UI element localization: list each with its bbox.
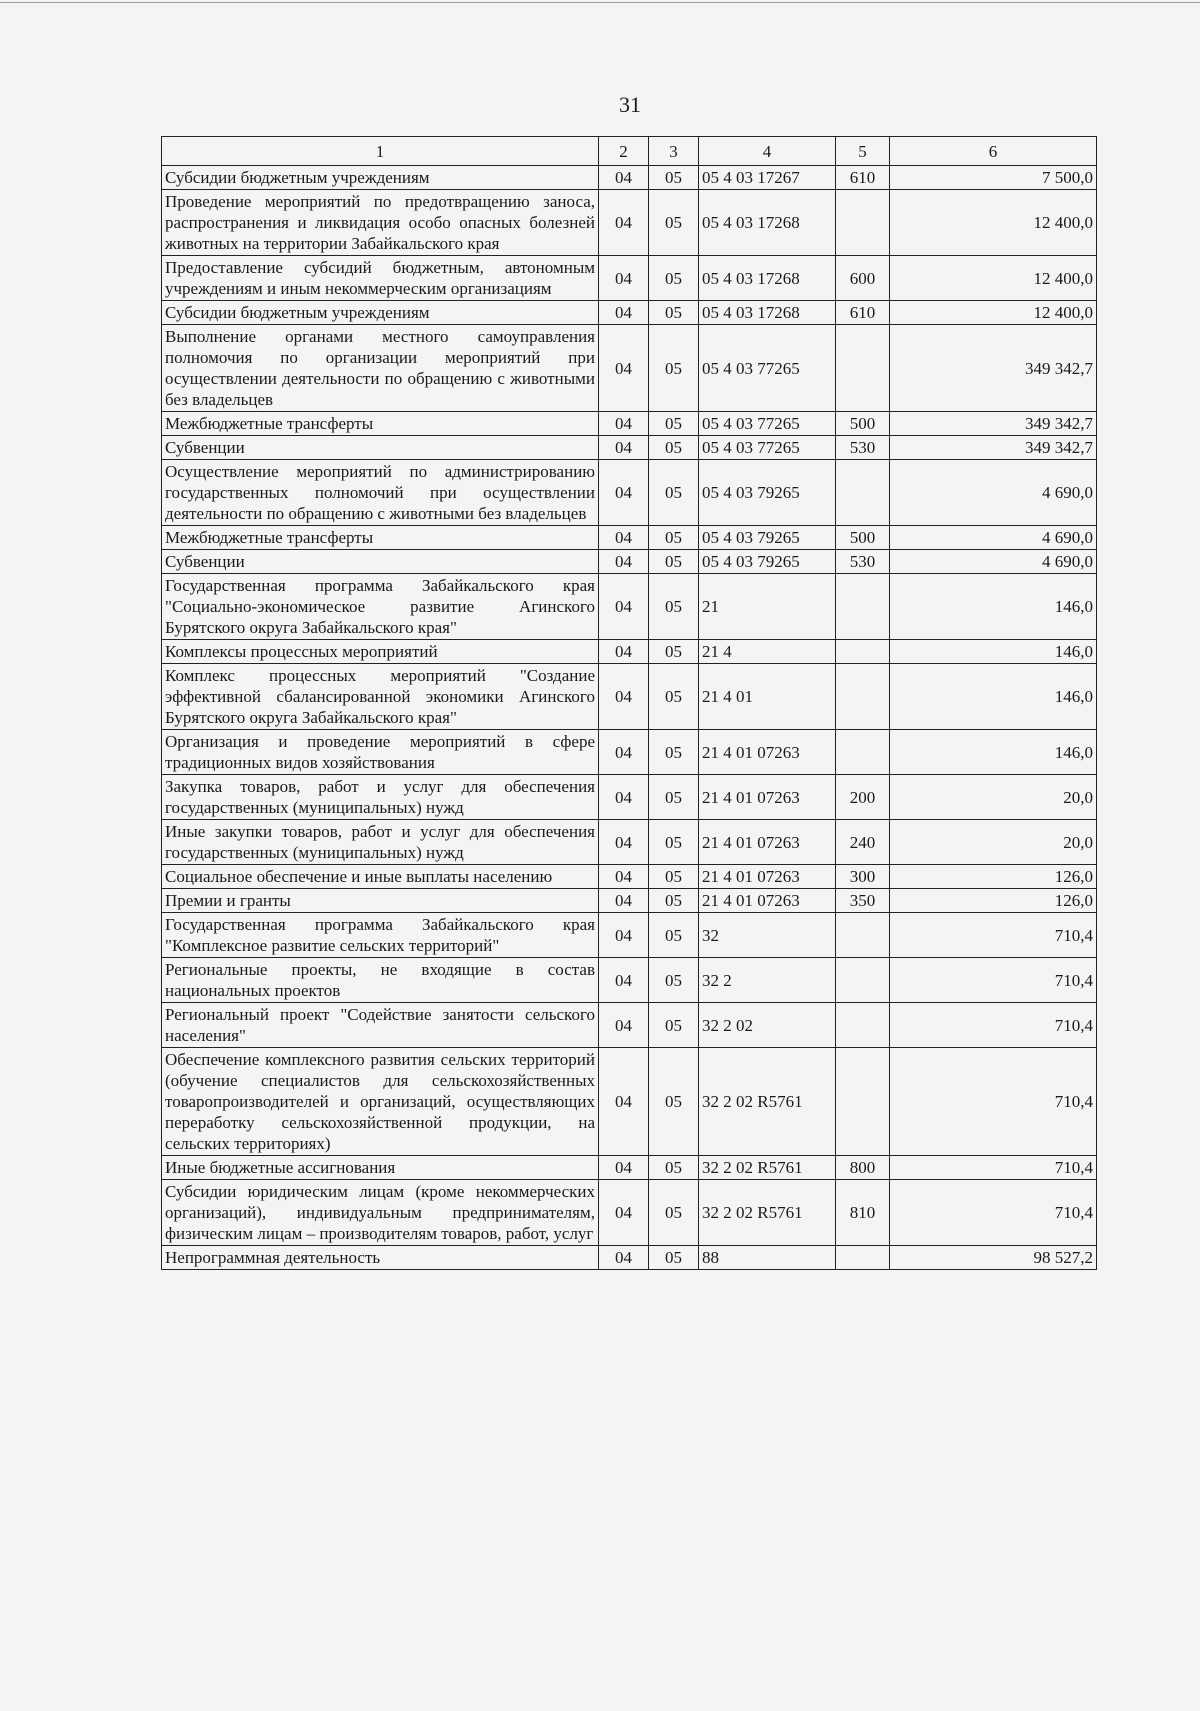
row-name-cell: Организация и проведение мероприятий в сфере традиционных видов хозяйствования — [162, 730, 599, 775]
row-section-cell: 04 — [599, 526, 649, 550]
row-amount-cell: 4 690,0 — [890, 460, 1097, 526]
row-amount-cell: 349 342,7 — [890, 325, 1097, 412]
row-subsection-cell: 05 — [649, 865, 699, 889]
row-section-cell: 04 — [599, 820, 649, 865]
row-name-cell: Межбюджетные трансферты — [162, 526, 599, 550]
row-amount-cell: 126,0 — [890, 889, 1097, 913]
header-col-5: 5 — [836, 137, 890, 166]
row-target-article-cell: 05 4 03 79265 — [699, 526, 836, 550]
row-amount-cell: 710,4 — [890, 1180, 1097, 1246]
row-target-article-cell: 05 4 03 77265 — [699, 412, 836, 436]
row-expense-type-cell: 500 — [836, 526, 890, 550]
row-section-cell: 04 — [599, 1156, 649, 1180]
row-name-cell: Социальное обеспечение и иные выплаты населению — [162, 865, 599, 889]
row-section-cell: 04 — [599, 436, 649, 460]
row-subsection-cell: 05 — [649, 1246, 699, 1270]
row-amount-cell: 126,0 — [890, 865, 1097, 889]
row-expense-type-cell: 610 — [836, 166, 890, 190]
table-row — [162, 574, 1097, 640]
row-target-article-cell: 21 4 01 07263 — [699, 889, 836, 913]
row-expense-type-cell — [836, 1246, 890, 1270]
row-expense-type-cell — [836, 574, 890, 640]
table-row — [162, 1048, 1097, 1156]
row-name-cell: Субвенции — [162, 550, 599, 574]
row-target-article-cell: 05 4 03 77265 — [699, 436, 836, 460]
table-row — [162, 640, 1097, 664]
row-name-cell: Региональный проект "Содействие занятости сельского населения" — [162, 1003, 599, 1048]
row-section-cell: 04 — [599, 325, 649, 412]
row-target-article-cell: 32 2 02 R5761 — [699, 1048, 836, 1156]
row-target-article-cell: 05 4 03 79265 — [699, 550, 836, 574]
row-target-article-cell: 21 4 01 07263 — [699, 820, 836, 865]
row-section-cell: 04 — [599, 412, 649, 436]
table-row — [162, 1003, 1097, 1048]
table-row — [162, 889, 1097, 913]
row-target-article-cell: 21 — [699, 574, 836, 640]
row-section-cell: 04 — [599, 1048, 649, 1156]
row-target-article-cell: 21 4 01 07263 — [699, 730, 836, 775]
row-section-cell: 04 — [599, 1003, 649, 1048]
row-section-cell: 04 — [599, 730, 649, 775]
row-section-cell: 04 — [599, 550, 649, 574]
row-expense-type-cell: 810 — [836, 1180, 890, 1246]
row-name-cell: Осуществление мероприятий по администрированию государственных полномочий при осуществлении деятельности по обращению с животными без владельцев — [162, 460, 599, 526]
table-row — [162, 301, 1097, 325]
table-row — [162, 820, 1097, 865]
row-name-cell: Комплекс процессных мероприятий "Создание эффективной сбалансированной экономики Агинского Бурятского округа Забайкальского края" — [162, 664, 599, 730]
row-subsection-cell: 05 — [649, 301, 699, 325]
row-target-article-cell: 05 4 03 17268 — [699, 256, 836, 301]
row-amount-cell: 146,0 — [890, 574, 1097, 640]
row-target-article-cell: 32 2 02 R5761 — [699, 1180, 836, 1246]
row-section-cell: 04 — [599, 775, 649, 820]
row-amount-cell: 4 690,0 — [890, 526, 1097, 550]
table-row — [162, 730, 1097, 775]
row-subsection-cell: 05 — [649, 436, 699, 460]
row-section-cell: 04 — [599, 913, 649, 958]
row-name-cell: Субсидии бюджетным учреждениям — [162, 166, 599, 190]
row-name-cell: Государственная программа Забайкальского края "Социально-экономическое развитие Агинского Бурятского округа Забайкальского края" — [162, 574, 599, 640]
row-expense-type-cell — [836, 664, 890, 730]
row-amount-cell: 146,0 — [890, 664, 1097, 730]
row-expense-type-cell — [836, 460, 890, 526]
row-expense-type-cell: 350 — [836, 889, 890, 913]
row-target-article-cell: 32 2 — [699, 958, 836, 1003]
page-number: 31 — [619, 92, 641, 117]
row-name-cell: Предоставление субсидий бюджетным, автономным учреждениям и иным некоммерческим организациям — [162, 256, 599, 301]
table-row — [162, 913, 1097, 958]
row-section-cell: 04 — [599, 1180, 649, 1246]
table-row — [162, 1246, 1097, 1270]
table-row — [162, 1180, 1097, 1246]
row-expense-type-cell: 200 — [836, 775, 890, 820]
header-col-1: 1 — [162, 137, 599, 166]
row-subsection-cell: 05 — [649, 526, 699, 550]
row-amount-cell: 4 690,0 — [890, 550, 1097, 574]
row-target-article-cell: 32 — [699, 913, 836, 958]
row-amount-cell: 710,4 — [890, 913, 1097, 958]
row-target-article-cell: 32 2 02 — [699, 1003, 836, 1048]
row-expense-type-cell: 610 — [836, 301, 890, 325]
row-subsection-cell: 05 — [649, 1156, 699, 1180]
row-subsection-cell: 05 — [649, 574, 699, 640]
row-amount-cell: 98 527,2 — [890, 1246, 1097, 1270]
row-amount-cell: 710,4 — [890, 958, 1097, 1003]
row-target-article-cell: 05 4 03 17267 — [699, 166, 836, 190]
row-expense-type-cell: 530 — [836, 436, 890, 460]
row-subsection-cell: 05 — [649, 958, 699, 1003]
row-name-cell: Премии и гранты — [162, 889, 599, 913]
table-row — [162, 958, 1097, 1003]
row-name-cell: Субсидии бюджетным учреждениям — [162, 301, 599, 325]
table-row — [162, 412, 1097, 436]
row-subsection-cell: 05 — [649, 412, 699, 436]
table-row — [162, 550, 1097, 574]
row-expense-type-cell: 800 — [836, 1156, 890, 1180]
row-subsection-cell: 05 — [649, 190, 699, 256]
row-subsection-cell: 05 — [649, 1048, 699, 1156]
table-row — [162, 865, 1097, 889]
row-amount-cell: 710,4 — [890, 1156, 1097, 1180]
row-section-cell: 04 — [599, 301, 649, 325]
header-col-2: 2 — [599, 137, 649, 166]
row-target-article-cell: 32 2 02 R5761 — [699, 1156, 836, 1180]
row-target-article-cell: 21 4 01 — [699, 664, 836, 730]
row-amount-cell: 710,4 — [890, 1048, 1097, 1156]
row-amount-cell: 20,0 — [890, 775, 1097, 820]
row-subsection-cell: 05 — [649, 1180, 699, 1246]
row-expense-type-cell: 300 — [836, 865, 890, 889]
row-subsection-cell: 05 — [649, 664, 699, 730]
row-expense-type-cell — [836, 730, 890, 775]
row-section-cell: 04 — [599, 460, 649, 526]
row-amount-cell: 710,4 — [890, 1003, 1097, 1048]
row-amount-cell: 349 342,7 — [890, 436, 1097, 460]
row-target-article-cell: 88 — [699, 1246, 836, 1270]
row-section-cell: 04 — [599, 1246, 649, 1270]
row-amount-cell: 12 400,0 — [890, 301, 1097, 325]
header-row — [162, 137, 1097, 166]
table-row — [162, 436, 1097, 460]
row-target-article-cell: 05 4 03 77265 — [699, 325, 836, 412]
row-name-cell: Обеспечение комплексного развития сельских территорий (обучение специалистов для сельскохозяйственных товаропроизводителей и организаций, осуществляющих переработку сельскохозяйственной продукции, на сельских территориях) — [162, 1048, 599, 1156]
row-expense-type-cell: 530 — [836, 550, 890, 574]
row-expense-type-cell: 600 — [836, 256, 890, 301]
header-col-3: 3 — [649, 137, 699, 166]
row-name-cell: Непрограммная деятельность — [162, 1246, 599, 1270]
table-row — [162, 190, 1097, 256]
row-subsection-cell: 05 — [649, 256, 699, 301]
row-amount-cell: 146,0 — [890, 730, 1097, 775]
row-section-cell: 04 — [599, 889, 649, 913]
row-section-cell: 04 — [599, 640, 649, 664]
row-amount-cell: 349 342,7 — [890, 412, 1097, 436]
row-amount-cell: 12 400,0 — [890, 190, 1097, 256]
row-target-article-cell: 05 4 03 17268 — [699, 190, 836, 256]
row-subsection-cell: 05 — [649, 550, 699, 574]
row-subsection-cell: 05 — [649, 820, 699, 865]
row-subsection-cell: 05 — [649, 640, 699, 664]
row-target-article-cell: 21 4 01 07263 — [699, 865, 836, 889]
row-expense-type-cell — [836, 1003, 890, 1048]
header-col-6: 6 — [890, 137, 1097, 166]
row-subsection-cell: 05 — [649, 460, 699, 526]
table-row — [162, 256, 1097, 301]
page-top-edge-line — [0, 2, 1200, 3]
row-expense-type-cell — [836, 1048, 890, 1156]
row-section-cell: 04 — [599, 574, 649, 640]
table-row — [162, 325, 1097, 412]
row-name-cell: Закупка товаров, работ и услуг для обеспечения государственных (муниципальных) нужд — [162, 775, 599, 820]
row-name-cell: Иные бюджетные ассигнования — [162, 1156, 599, 1180]
row-name-cell: Региональные проекты, не входящие в состав национальных проектов — [162, 958, 599, 1003]
row-name-cell: Государственная программа Забайкальского края "Комплексное развитие сельских территорий" — [162, 913, 599, 958]
row-section-cell: 04 — [599, 256, 649, 301]
row-expense-type-cell — [836, 325, 890, 412]
row-subsection-cell: 05 — [649, 913, 699, 958]
row-amount-cell: 12 400,0 — [890, 256, 1097, 301]
row-name-cell: Иные закупки товаров, работ и услуг для обеспечения государственных (муниципальных) нужд — [162, 820, 599, 865]
row-section-cell: 04 — [599, 958, 649, 1003]
table-row — [162, 664, 1097, 730]
row-name-cell: Выполнение органами местного самоуправления полномочия по организации мероприятий при осуществлении деятельности по обращению с животными без владельцев — [162, 325, 599, 412]
row-name-cell: Межбюджетные трансферты — [162, 412, 599, 436]
row-expense-type-cell — [836, 958, 890, 1003]
row-expense-type-cell — [836, 913, 890, 958]
table-row — [162, 1156, 1097, 1180]
table-row — [162, 166, 1097, 190]
row-subsection-cell: 05 — [649, 1003, 699, 1048]
table-row — [162, 526, 1097, 550]
row-target-article-cell: 21 4 01 07263 — [699, 775, 836, 820]
row-name-cell: Комплексы процессных мероприятий — [162, 640, 599, 664]
row-section-cell: 04 — [599, 190, 649, 256]
row-name-cell: Субсидии юридическим лицам (кроме некоммерческих организаций), индивидуальным предпринимателям, физическим лицам – производителям товаров, работ, услуг — [162, 1180, 599, 1246]
table-row — [162, 460, 1097, 526]
budget-table-header — [162, 137, 1097, 166]
header-col-4: 4 — [699, 137, 836, 166]
row-amount-cell: 146,0 — [890, 640, 1097, 664]
row-expense-type-cell: 500 — [836, 412, 890, 436]
row-name-cell: Субвенции — [162, 436, 599, 460]
row-expense-type-cell: 240 — [836, 820, 890, 865]
table-row — [162, 775, 1097, 820]
row-amount-cell: 7 500,0 — [890, 166, 1097, 190]
row-subsection-cell: 05 — [649, 889, 699, 913]
row-expense-type-cell — [836, 640, 890, 664]
row-subsection-cell: 05 — [649, 730, 699, 775]
row-target-article-cell: 05 4 03 79265 — [699, 460, 836, 526]
row-expense-type-cell — [836, 190, 890, 256]
row-target-article-cell: 21 4 — [699, 640, 836, 664]
row-target-article-cell: 05 4 03 17268 — [699, 301, 836, 325]
row-section-cell: 04 — [599, 664, 649, 730]
row-name-cell: Проведение мероприятий по предотвращению заноса, распространения и ликвидация особо опасных болезней животных на территории Забайкальского края — [162, 190, 599, 256]
row-amount-cell: 20,0 — [890, 820, 1097, 865]
row-section-cell: 04 — [599, 865, 649, 889]
budget-table-body — [162, 166, 1097, 1270]
row-subsection-cell: 05 — [649, 325, 699, 412]
row-subsection-cell: 05 — [649, 166, 699, 190]
row-subsection-cell: 05 — [649, 775, 699, 820]
budget-table — [161, 136, 1097, 1270]
row-section-cell: 04 — [599, 166, 649, 190]
